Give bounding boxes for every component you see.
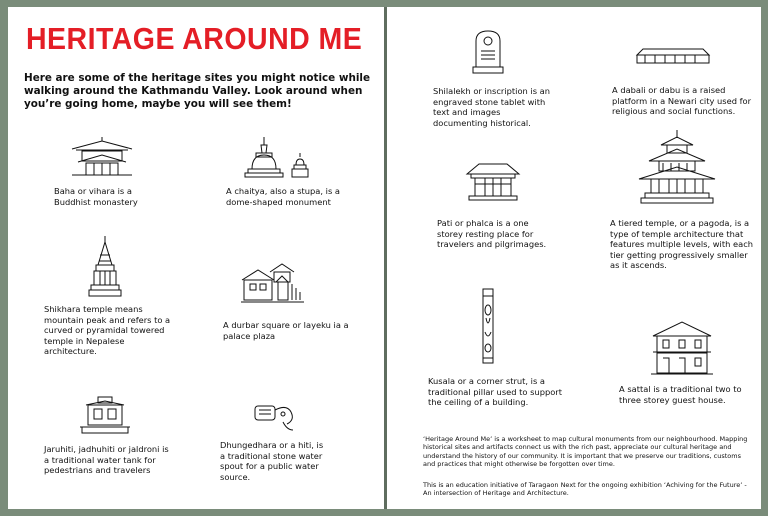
left-page [8, 7, 384, 509]
site-caption-dabali: A dabali or dabu is a raised platform in a Newari city used for religious and social functions. [612, 85, 752, 117]
site-caption-baha: Baha or vihara is a Buddhist monastery [54, 186, 138, 207]
stupa-icon [244, 135, 316, 181]
site-caption-sattal: A sattal is a traditional two to three storey guest house. [619, 384, 742, 405]
site-caption-durbar: A durbar square or layeku ia a palace plaza [223, 320, 349, 341]
site-caption-shikhara: Shikhara temple means mountain peak and refers to a curved or pyramidal towered temple in Nepalese architecture. [44, 304, 171, 357]
stone-tablet-icon [471, 27, 505, 75]
water-spout-icon [253, 400, 301, 434]
site-caption-pati: Pati or phalca is a one storey resting place for travelers and pilgrimages. [437, 218, 547, 250]
shikhara-temple-icon [88, 235, 122, 301]
platform-icon [635, 45, 711, 67]
intro-text: Here are some of the heritage sites you might notice while walking around the Kathmandu Valley. Look around when you’re going home, maybe you will see them! [24, 72, 371, 110]
site-caption-chaitya: A chaitya, also a stupa, is a dome-shaped monument [226, 186, 341, 207]
site-caption-pagoda: A tiered temple, or a pagoda, is a type of temple architecture that features multiple levels, with each tier getting progressively smaller as it ascends. [610, 218, 754, 271]
palace-square-icon [240, 262, 306, 308]
right-page [387, 7, 761, 509]
monastery-icon [70, 135, 134, 179]
footer-about: ‘Heritage Around Me’ is a worksheet to map cultural monuments from our neighbourhood. Mapping historical sites and artifacts connect us with the rich past, appreciate our cultural heritage and understand the history of our community. It is important that we preserve our traditions, customs and practices that might otherwise be forgotten over time. [423, 435, 748, 469]
pagoda-icon [637, 129, 717, 205]
wooden-strut-icon [481, 288, 495, 364]
guest-house-icon [649, 320, 715, 378]
site-caption-shilalekh: Shilalekh or inscription is an engraved stone tablet with text and images documenting historical. [433, 86, 551, 128]
water-tank-icon [78, 395, 132, 435]
footer-credit: This is an education initiative of Taragaon Next for the ongoing exhibition ‘Achiving for the Future’ - An intersection of Heritage and Architecture. [423, 481, 747, 498]
site-caption-dhungedhara: Dhungedhara or a hiti, is a traditional stone water spout for a public water source. [220, 440, 324, 482]
page-title: HERITAGE AROUND ME [26, 21, 363, 56]
rest-house-icon [465, 160, 521, 202]
site-caption-kusala: Kusala or a corner strut, is a traditional pillar used to support the ceiling of a building. [428, 376, 562, 408]
site-caption-jaruhiti: Jaruhiti, jadhuhiti or jaldroni is a traditional water tank for pedestrians and travelers [44, 444, 169, 476]
